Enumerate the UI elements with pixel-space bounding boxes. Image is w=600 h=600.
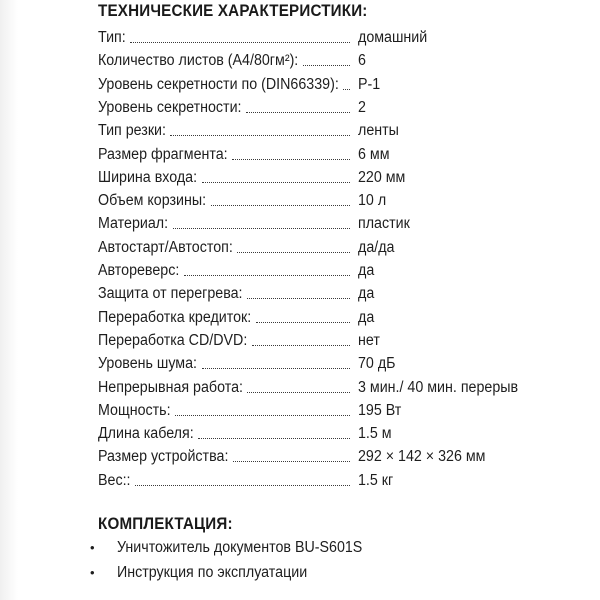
spec-value: 1.5 кг	[358, 471, 394, 489]
spec-value: 6	[358, 52, 366, 70]
spec-row	[98, 213, 518, 235]
dot-leader	[202, 368, 350, 369]
spec-label: Уровень шума:	[98, 355, 198, 373]
spec-value: 220 мм	[358, 168, 406, 186]
spec-value: пластик	[358, 215, 410, 233]
dot-leader	[198, 438, 350, 439]
spec-value: да	[358, 262, 375, 279]
spec-value: да/да	[358, 238, 395, 256]
spec-label: Уровень секретности:	[98, 98, 242, 116]
spec-value: 292 × 142 × 326 мм	[358, 448, 486, 466]
spec-row	[98, 330, 518, 352]
spec-row	[98, 74, 518, 96]
spec-row	[98, 144, 518, 166]
spec-label: Размер устройства:	[98, 448, 229, 466]
spec-label: Автореверс:	[98, 262, 180, 279]
dot-leader	[175, 415, 350, 416]
spec-value: 6 мм	[358, 145, 390, 163]
spec-row	[98, 190, 518, 212]
package-item-text: Уничтожитель документов BU-S601S	[117, 539, 363, 556]
spec-row	[98, 423, 518, 445]
package-heading: КОМПЛЕКТАЦИЯ:	[98, 515, 233, 533]
spec-value: ленты	[358, 122, 399, 140]
spec-label: Длина кабеля:	[98, 425, 194, 443]
page-edge-shadow	[0, 0, 18, 600]
spec-row	[98, 97, 518, 119]
bullet-icon: •	[90, 540, 95, 555]
dot-leader	[237, 252, 350, 253]
spec-value: 195 Вт	[358, 401, 402, 419]
dot-leader	[232, 159, 350, 160]
spec-value: 10 л	[358, 192, 387, 210]
spec-label: Количество листов (А4/80гм²):	[98, 52, 299, 70]
package-item-text: Инструкция по эксплуатации	[117, 564, 308, 581]
spec-row	[98, 27, 518, 49]
dot-leader	[135, 485, 350, 486]
spec-label: Тип:	[98, 29, 126, 46]
spec-label: Материал:	[98, 215, 169, 233]
spec-label: Автостарт/Автостоп:	[98, 238, 233, 256]
dot-leader	[233, 461, 350, 462]
dot-leader	[303, 65, 350, 66]
spec-row	[98, 353, 518, 375]
spec-row	[98, 237, 518, 259]
spec-value: 1.5 м	[358, 425, 392, 443]
spec-row	[98, 167, 518, 189]
dot-leader	[173, 228, 350, 229]
spec-row	[98, 260, 518, 282]
spec-label: Размер фрагмента:	[98, 145, 228, 163]
bullet-icon: •	[90, 565, 95, 580]
spec-value: да	[358, 285, 375, 303]
dot-leader	[256, 322, 350, 323]
spec-label: Уровень секретности по (DIN66339):	[98, 75, 339, 93]
spec-value: Р-1	[358, 75, 381, 93]
dot-leader	[202, 182, 350, 183]
spec-label: Переработка кредиток:	[98, 308, 252, 326]
spec-label: Ширина входа:	[98, 168, 198, 186]
spec-label: Мощность:	[98, 401, 171, 419]
spec-row	[98, 470, 518, 492]
spec-row	[98, 377, 518, 399]
dot-leader	[130, 42, 350, 43]
spec-value: нет	[358, 331, 380, 349]
spec-label: Тип резки:	[98, 122, 166, 140]
dot-leader	[170, 135, 350, 136]
spec-label: Объем корзины:	[98, 192, 207, 210]
spec-label: Непрерывная работа:	[98, 378, 243, 396]
dot-leader	[252, 345, 350, 346]
spec-row	[98, 446, 518, 468]
dot-leader	[343, 89, 350, 90]
dot-leader	[246, 112, 350, 113]
dot-leader	[247, 392, 350, 393]
spec-label: Защита от перегрева:	[98, 285, 243, 303]
spec-label: Вес::	[98, 471, 131, 489]
spec-value: 70 дБ	[358, 355, 396, 373]
spec-row	[98, 307, 518, 329]
dot-leader	[247, 298, 350, 299]
spec-value: да	[358, 308, 375, 326]
spec-label: Переработка CD/DVD:	[98, 331, 248, 349]
spec-row	[98, 283, 518, 305]
dot-leader	[211, 205, 350, 206]
spec-row	[98, 120, 518, 142]
spec-value: 3 мин./ 40 мин. перерыв	[358, 378, 519, 396]
spec-value: домашний	[358, 29, 428, 46]
spec-value: 2	[358, 98, 366, 116]
dot-leader	[184, 275, 350, 276]
spec-row	[98, 400, 518, 422]
specs-heading: ТЕХНИЧЕСКИЕ ХАРАКТЕРИСТИКИ:	[98, 2, 368, 20]
spec-row	[98, 50, 518, 72]
